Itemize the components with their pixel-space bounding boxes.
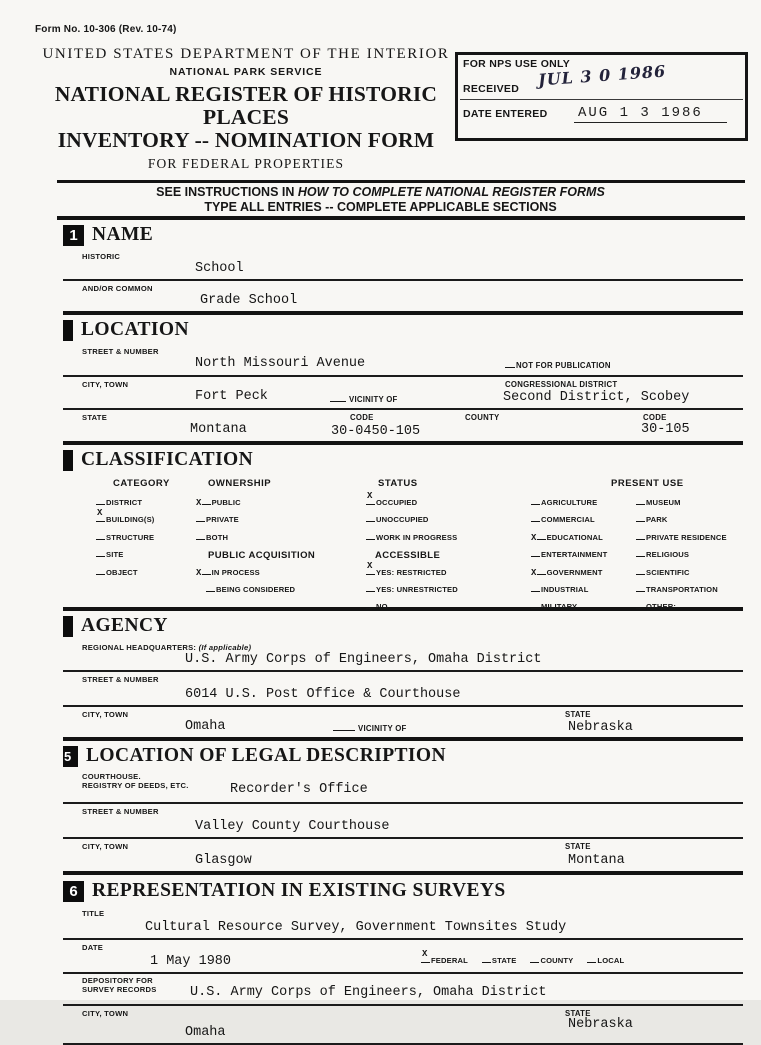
congressional-district-label: CONGRESSIONAL DISTRICT [505,380,618,389]
congressional-district-value: Second District, Scobey [503,390,690,405]
instructions-line1 [0,185,761,200]
checkbox-private-residence [636,530,727,547]
checkbox-structure [96,530,154,547]
checkbox-label: MUSEUM [646,498,681,507]
depository-label-line2: SURVEY RECORDS [82,984,157,994]
section-3-header [0,445,761,474]
checkbox-blank [636,549,645,557]
checkbox-label: OCCUPIED [376,498,418,507]
date-entered-label: DATE ENTERED [463,108,548,120]
survey-date-value: 1 May 1980 [150,954,232,969]
form-number: Form No. 10-306 (Rev. 10-74) [35,24,177,35]
agency-city-label: CITY, TOWN [82,710,129,719]
checkmark: X [531,532,537,543]
checkbox-label: TRANSPORTATION [646,584,718,594]
vicinity-of [330,394,398,404]
checkbox-blank [636,497,645,505]
checkmark: X [367,491,373,501]
checkbox-transportation [636,582,727,599]
received-label: RECEIVED [463,83,520,95]
checkbox-no [366,599,458,616]
checkbox-blank [196,514,205,522]
checkmark: X [422,949,428,959]
checkbox-park [636,512,727,529]
regional-hq-row [63,640,743,672]
checkbox-label: WORK IN PROGRESS [376,532,458,542]
instructions-line2: TYPE ALL ENTRIES -- COMPLETE APPLICABLE SECTIONS [204,200,557,214]
agency-street-row [63,672,743,707]
checkmark: X [196,498,202,508]
code-label: CODE [643,413,667,422]
checkbox-blank [366,601,375,609]
checkbox-label: INDUSTRIAL [541,584,589,594]
historic-name-row [63,249,743,281]
common-name-row [63,281,743,311]
section-6-header [0,875,761,906]
checkbox-blank [96,497,105,505]
common-label: AND/OR COMMON [82,284,153,293]
checkbox-occupied [366,491,458,512]
checkbox-blank [482,955,491,963]
checkbox-label: COMMERCIAL [541,515,595,525]
checkbox-blank [537,532,546,540]
ownership-header: OWNERSHIP [208,478,272,489]
checkbox-label: MILITARY [541,602,578,612]
legal-street-value: Valley County Courthouse [195,819,390,834]
checkbox-federal [421,949,468,967]
checkbox-blank [531,601,540,609]
section-4-number-block [63,616,73,637]
state-row [63,410,743,441]
category-column [96,495,154,582]
instructions-emphasis: HOW TO COMPLETE NATIONAL REGISTER FORMS [297,185,605,199]
legal-city-row [63,839,743,871]
checkbox-blank [202,497,211,505]
legal-city-label: CITY, TOWN [82,842,129,851]
checkbox-blank [636,514,645,522]
public-acquisition-header: PUBLIC ACQUISITION [208,550,316,562]
city-value: Fort Peck [195,389,268,404]
present-use-header: PRESENT USE [611,478,684,489]
checkbox-label: ENTERTAINMENT [541,550,608,560]
agency-street-label: STREET & NUMBER [82,675,159,684]
legal-street-label: STREET & NUMBER [82,807,159,816]
checkbox-entertainment [531,547,607,564]
courthouse-value: Recorder's Office [230,782,368,797]
form-title-line2: INVENTORY -- NOMINATION FORM [57,128,435,152]
received-date-handwritten: JUL 3 0 1986 [537,61,667,90]
regional-hq-label [63,640,743,652]
checkbox-blank [96,549,105,557]
code-value: 30-0450-105 [331,424,421,439]
survey-state-label: STATE [565,1009,591,1018]
survey-city-row [63,1006,743,1045]
survey-title-label: TITLE [82,909,105,918]
checkbox-blank [366,532,375,540]
form-title [20,83,472,152]
section-5-title: LOCATION OF LEGAL DESCRIPTION [86,745,446,766]
checkbox-label: BOTH [206,532,229,542]
checkbox-blank [531,497,540,505]
checkbox-blank [196,532,205,540]
checkbox-label: YES: UNRESTRICTED [376,584,458,594]
section-3-number-block [63,450,73,471]
checkmark: X [367,560,373,571]
checkbox-blank [530,955,539,963]
agency-state-value: Nebraska [568,720,633,735]
checkbox-label: STRUCTURE [106,532,155,542]
checkbox-label: AGRICULTURE [541,498,598,507]
park-service-line: NATIONAL PARK SERVICE [169,66,323,78]
checkbox-site [96,547,154,564]
depository-value: U.S. Army Corps of Engineers, Omaha District [190,985,547,1000]
section-3-title: CLASSIFICATION [81,449,254,470]
vicinity-of [333,723,407,733]
checkbox-unoccupied [366,512,458,529]
survey-level-checkboxes [421,949,625,967]
checkbox-blank [636,584,645,592]
present-use-column-2 [636,495,727,617]
legal-street-row [63,804,743,839]
checkbox-label: EDUCATIONAL [546,532,603,542]
checkbox-blank [531,549,540,557]
checkbox-label: BUILDING(S) [106,515,155,525]
historic-label: HISTORIC [82,252,121,261]
checkbox-label: OTHER: [646,602,677,612]
section-1-header [0,220,761,249]
agency-city-value: Omaha [185,719,226,734]
checkbox-label: COUNTY [540,956,574,965]
checkmark: X [97,508,103,519]
status-header: STATUS [378,478,418,489]
checkbox-label: PARK [646,515,668,525]
checkbox-blank [206,584,215,592]
checkbox-label: LOCAL [597,956,625,965]
checkbox-blank [96,567,105,575]
checkbox-blank [505,360,515,368]
form-title-line1: NATIONAL REGISTER OF HISTORIC PLACES [54,82,438,129]
checkbox-label: GOVERNMENT [546,567,603,577]
survey-date-row [63,940,743,974]
checkbox-museum [636,495,727,512]
street-label: STREET & NUMBER [82,347,159,356]
checkbox-label: NO [376,602,388,612]
courthouse-row [63,770,743,804]
checkbox-county [530,953,573,967]
form-subtitle: FOR FEDERAL PROPERTIES [147,156,345,171]
courthouse-label-line2: REGISTRY OF DEEDS, ETC. [82,780,189,790]
section-2-title: LOCATION [81,319,189,340]
regional-hq-value: U.S. Army Corps of Engineers, Omaha District [185,652,542,667]
checkbox-label: BEING CONSIDERED [216,584,296,594]
checkbox-other [636,599,727,616]
courthouse-label-line1: COURTHOUSE. [82,772,141,781]
date-entered-row [458,100,745,126]
checkbox-blank [537,567,546,575]
department-title: UNITED STATES DEPARTMENT OF THE INTERIOR [42,46,450,62]
checkbox-in-process [196,565,315,582]
checkbox-district [96,495,154,512]
checkbox-blank [366,514,375,522]
checkbox-object [96,565,154,582]
checkbox-local [587,953,624,967]
checkbox-label: STATE [491,956,517,965]
checkbox-label: OBJECT [106,567,138,577]
checkbox-buildings [96,508,155,529]
checkbox-label: DISTRICT [106,498,143,507]
checkbox-blank [531,514,540,522]
checkbox-yes-unrestricted [366,582,458,599]
instructions [0,183,761,215]
code-label: CODE [350,413,374,422]
city-label: CITY, TOWN [82,380,129,389]
survey-title-value: Cultural Resource Survey, Government Townsites Study [145,920,567,935]
checkbox-yes-restricted [366,560,458,582]
legal-city-value: Glasgow [195,853,252,868]
vicinity-label: VICINITY OF [358,724,407,733]
ownership-column [196,495,315,599]
section-5-number-block: 5 [63,746,78,767]
depository-label-line1: DEPOSITORY FOR [82,976,153,985]
checkbox-commercial [531,512,607,529]
legal-state-value: Montana [568,853,625,868]
checkbox-blank [330,394,346,402]
nps-use-only-box [455,52,748,141]
survey-title-row [63,906,743,940]
not-for-publication [505,360,611,370]
checkbox-label: PRIVATE RESIDENCE [646,532,727,542]
state-value: Montana [190,422,247,437]
checkbox-religious [636,547,727,564]
checkbox-blank [202,567,211,575]
survey-city-label: CITY, TOWN [82,1009,129,1018]
vicinity-label: VICINITY OF [349,395,398,404]
category-header: CATEGORY [113,478,170,489]
checkbox-state [482,953,517,967]
checkbox-blank [333,723,355,731]
checkbox-industrial [531,582,607,599]
checkbox-government [531,565,607,582]
checkbox-scientific [636,565,727,582]
checkbox-blank [587,955,596,963]
section-2-number-block [63,320,73,341]
checkbox-label: PUBLIC [211,498,241,507]
city-row [63,377,743,410]
section-6-number-block: 6 [63,881,84,902]
county-label: COUNTY [465,413,500,422]
date-entered-stamp: AUG 1 3 1986 [574,105,727,123]
checkbox-label: UNOCCUPIED [376,515,429,525]
regional-hq-label-text: REGIONAL HEADQUARTERS: [82,643,197,652]
checkbox-blank [636,532,645,540]
checkmark: X [531,567,537,578]
agency-city-row [63,707,743,737]
section-1-title: NAME [92,224,154,245]
street-row [63,344,743,377]
section-1-number-block: 1 [63,225,84,246]
section-2-header [0,315,761,344]
section-4-title: AGENCY [81,615,168,636]
checkbox-blank [96,532,105,540]
nps-box-header: FOR NPS USE ONLY [463,58,571,70]
street-value: North Missouri Avenue [195,356,366,371]
checkbox-work-in-progress [366,530,458,547]
checkbox-label: YES: RESTRICTED [376,567,447,577]
agency-state-label: STATE [565,710,591,719]
checkbox-label: IN PROCESS [211,567,260,577]
survey-state-value: Nebraska [568,1017,633,1032]
checkbox-military [531,599,607,616]
historic-value: School [195,261,244,276]
classification-grid [63,478,743,612]
checkbox-blank [366,584,375,592]
accessible-header: ACCESSIBLE [375,550,441,562]
depository-row [63,974,743,1006]
checkbox-both [196,530,315,547]
checkbox-blank [531,584,540,592]
not-for-publication-label: NOT FOR PUBLICATION [516,361,611,370]
instructions-pre: SEE INSTRUCTIONS IN [156,185,298,199]
state-label: STATE [82,413,108,422]
checkbox-label: SCIENTIFIC [646,567,690,577]
checkmark: X [196,567,202,578]
section-6-title: REPRESENTATION IN EXISTING SURVEYS [92,880,506,901]
common-value: Grade School [200,293,298,308]
checkbox-label: SITE [106,550,124,560]
checkbox-blank [636,601,645,609]
checkbox-being-considered [196,582,315,599]
code-value: 30-105 [641,422,690,437]
survey-date-label: DATE [82,943,104,952]
checkbox-agriculture [531,495,607,512]
survey-city-value: Omaha [185,1025,226,1040]
agency-street-value: 6014 U.S. Post Office & Courthouse [185,687,461,702]
section-5-header [0,741,761,770]
checkbox-educational [531,530,607,547]
present-use-column-1 [531,495,607,617]
courthouse-label [63,770,743,790]
checkbox-public [196,495,315,512]
checkbox-private [196,512,315,529]
status-column [366,491,458,617]
checkbox-label: PRIVATE [206,515,239,525]
checkbox-label: RELIGIOUS [646,550,690,560]
if-applicable-note: (If applicable) [198,643,252,652]
checkbox-label: FEDERAL [431,956,468,965]
checkbox-blank [636,567,645,575]
legal-state-label: STATE [565,842,591,851]
